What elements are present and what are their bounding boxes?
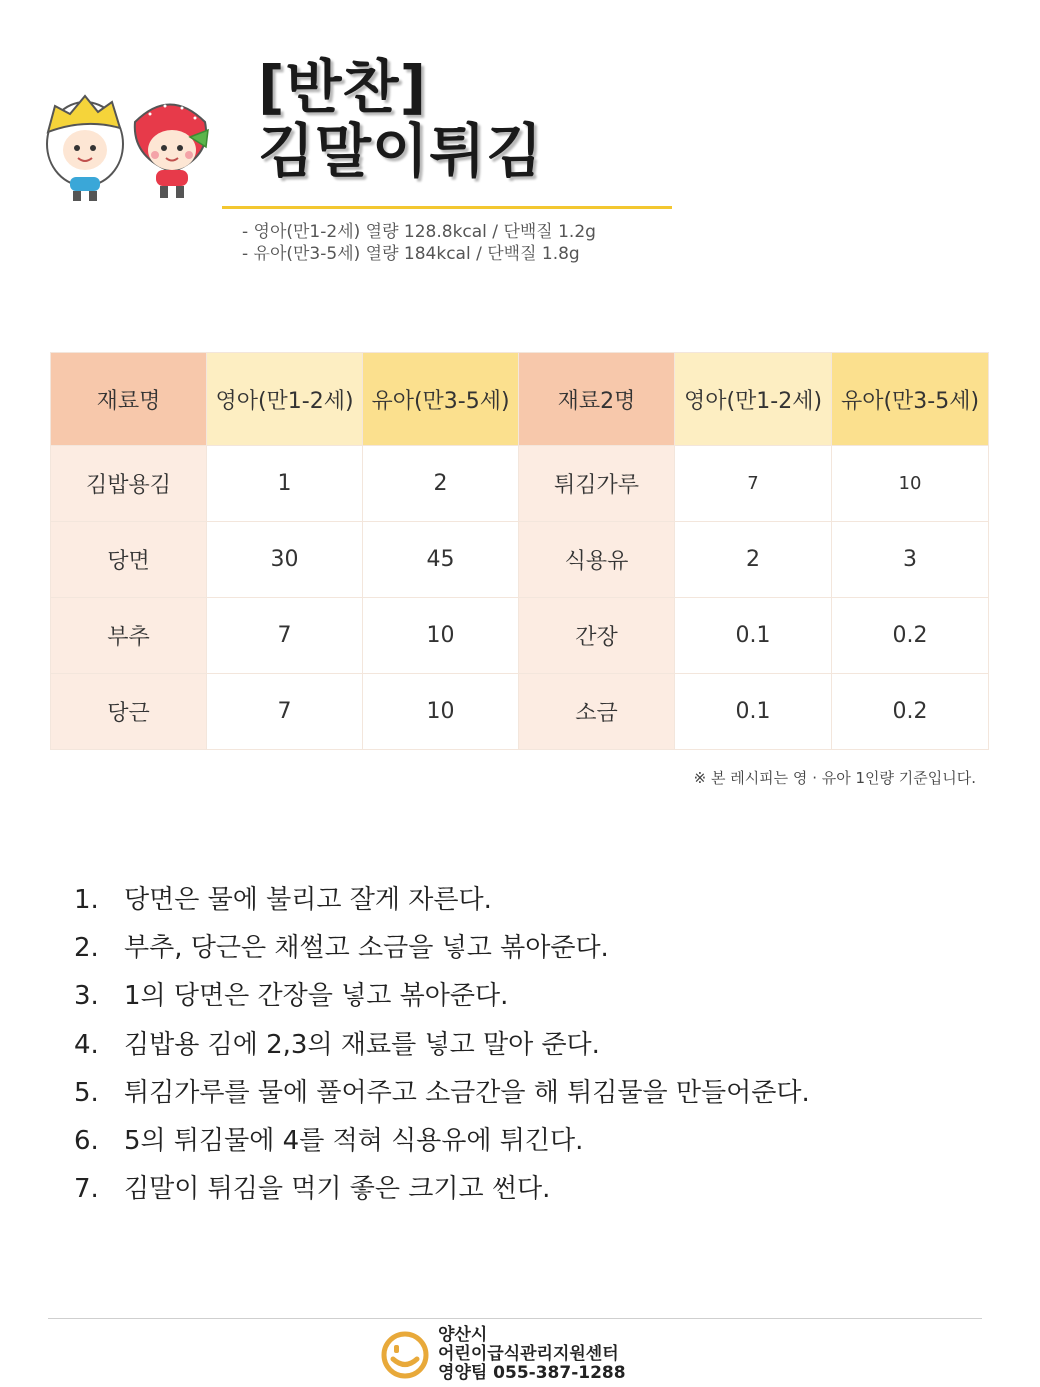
amount-infant: 0.1 bbox=[675, 598, 832, 674]
table-header: 유아(만3-5세) bbox=[832, 353, 989, 446]
amount-child: 10 bbox=[363, 598, 519, 674]
table-header: 영아(만1-2세) bbox=[207, 353, 363, 446]
amount-infant: 7 bbox=[675, 446, 832, 522]
table-row bbox=[51, 674, 989, 750]
ingredient-name: 김밥용김 bbox=[51, 446, 207, 522]
step-number: 5. bbox=[74, 1077, 99, 1108]
smile-logo-icon bbox=[380, 1330, 430, 1380]
mascot-illustration bbox=[40, 92, 215, 207]
footer bbox=[380, 1326, 626, 1383]
table-header: 재료명 bbox=[51, 353, 207, 446]
step-number: 4. bbox=[74, 1029, 99, 1060]
amount-child: 10 bbox=[363, 674, 519, 750]
table-row bbox=[51, 446, 989, 522]
page-category: [반찬] bbox=[258, 53, 428, 121]
amount-child: 10 bbox=[832, 446, 989, 522]
table-header: 재료2명 bbox=[519, 353, 675, 446]
step-text: 김밥용 김에 2,3의 재료를 넣고 말아 준다. bbox=[124, 1029, 600, 1060]
step-number: 3. bbox=[74, 981, 99, 1012]
list-item bbox=[74, 924, 810, 972]
footer-center-name: 어린이급식관리지원센터 bbox=[438, 1344, 619, 1364]
list-item bbox=[74, 1069, 810, 1117]
amount-infant: 7 bbox=[207, 598, 363, 674]
amount-infant: 1 bbox=[207, 446, 363, 522]
ingredient-name: 부추 bbox=[51, 598, 207, 674]
table-header: 영아(만1-2세) bbox=[675, 353, 832, 446]
ingredient-name: 당근 bbox=[51, 674, 207, 750]
list-item bbox=[74, 1165, 810, 1213]
list-item bbox=[74, 876, 810, 924]
title-divider bbox=[222, 206, 672, 209]
egg-mascot-icon bbox=[47, 96, 123, 201]
ingredients-table bbox=[50, 352, 989, 750]
footer-divider bbox=[48, 1318, 982, 1319]
strawberry-mascot-icon bbox=[135, 105, 208, 199]
amount-child: 45 bbox=[363, 522, 519, 598]
table-header-row bbox=[51, 353, 989, 446]
ingredient-name: 당면 bbox=[51, 522, 207, 598]
page-title: 김말이튀김 bbox=[258, 117, 544, 185]
serving-note: ※ 본 레시피는 영 · 유아 1인량 기준입니다. bbox=[693, 769, 976, 787]
table-row bbox=[51, 522, 989, 598]
ingredient-name: 소금 bbox=[519, 674, 675, 750]
ingredient-name: 식용유 bbox=[519, 522, 675, 598]
step-number: 1. bbox=[74, 885, 99, 915]
step-text: 1의 당면은 간장을 넣고 볶아준다. bbox=[124, 981, 509, 1012]
table-header: 유아(만3-5세) bbox=[363, 353, 519, 446]
list-item bbox=[74, 1021, 810, 1069]
amount-infant: 30 bbox=[207, 522, 363, 598]
ingredient-name: 간장 bbox=[519, 598, 675, 674]
step-number: 7. bbox=[74, 1174, 99, 1205]
step-text: 김말이 튀김을 먹기 좋은 크기고 썬다. bbox=[124, 1174, 551, 1205]
amount-child: 0.2 bbox=[832, 674, 989, 750]
recipe-steps bbox=[74, 876, 810, 1213]
table-row bbox=[51, 598, 989, 674]
amount-child: 2 bbox=[363, 446, 519, 522]
step-number: 6. bbox=[74, 1126, 99, 1157]
footer-text bbox=[438, 1326, 626, 1383]
step-text: 튀김가루를 물에 풀어주고 소금간을 해 튀김물을 만들어준다. bbox=[124, 1077, 810, 1108]
ingredient-name: 튀김가루 bbox=[519, 446, 675, 522]
footer-city: 양산시 bbox=[438, 1325, 488, 1345]
nutrition-child: - 유아(만3-5세) 열량 184kcal / 단백질 1.8g bbox=[242, 244, 580, 264]
amount-infant: 0.1 bbox=[675, 674, 832, 750]
step-text: 5의 튀김물에 4를 적혀 식용유에 튀긴다. bbox=[124, 1126, 584, 1157]
amount-infant: 7 bbox=[207, 674, 363, 750]
footer-contact: 영양팀 055-387-1288 bbox=[438, 1363, 626, 1383]
amount-child: 3 bbox=[832, 522, 989, 598]
title-block bbox=[258, 55, 543, 183]
step-text: 부추, 당근은 채썰고 소금을 넣고 볶아준다. bbox=[124, 933, 609, 964]
nutrition-infant: - 영아(만1-2세) 열량 128.8kcal / 단백질 1.2g bbox=[242, 222, 596, 242]
step-number: 2. bbox=[74, 933, 99, 964]
nutrition-info bbox=[242, 221, 596, 265]
amount-infant: 2 bbox=[675, 522, 832, 598]
step-text: 당면은 물에 불리고 잘게 자른다. bbox=[124, 885, 492, 915]
list-item bbox=[74, 972, 810, 1020]
list-item bbox=[74, 1117, 810, 1165]
amount-child: 0.2 bbox=[832, 598, 989, 674]
